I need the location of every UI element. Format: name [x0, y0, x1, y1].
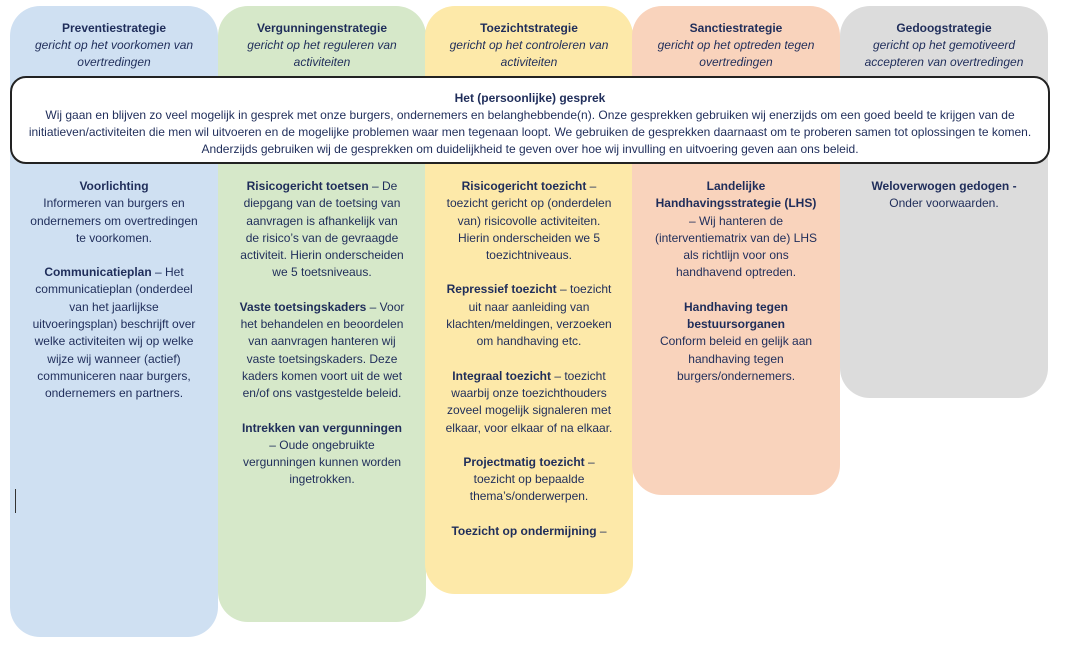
item-title: Projectmatig toezicht — [463, 454, 585, 469]
column-subtitle: gericht op het gemotiveerd accepteren van overtredingen — [864, 38, 1024, 69]
item-risicogericht-toezicht — [445, 178, 613, 264]
item-vaste-toetsingskaders — [238, 299, 406, 403]
item-title: Toezicht op ondermijning — [451, 523, 597, 538]
item-title: Landelijke Handhavingsstrategie (LHS) — [655, 179, 817, 211]
column-header — [840, 20, 1048, 71]
item-text: – toezicht uit naar aanleiding van klachten/meldingen, verzoeken om handhaving etc. — [446, 282, 612, 349]
item-intrekken-vergunningen — [238, 420, 406, 489]
gesprek-banner — [10, 76, 1050, 164]
column-body — [632, 178, 840, 402]
column-body — [425, 178, 633, 557]
column-title: Preventiestrategie — [61, 21, 167, 35]
column-title: Toezichtstrategie — [480, 21, 578, 35]
column-subtitle: gericht op het voorkomen van overtredingen — [34, 38, 194, 69]
item-title: Intrekken van vergunningen — [241, 420, 403, 435]
item-text: – toezicht waarbij onze toezichthouders zoveel mogelijk signaleren met elkaar, voor elkaar of na elkaar. — [445, 368, 613, 435]
column-subtitle: gericht op het optreden tegen overtredingen — [657, 38, 815, 69]
item-title: Voorlichting — [79, 179, 149, 193]
item-repressief-toezicht — [445, 281, 613, 350]
item-risicogericht-toetsen — [238, 178, 406, 282]
item-text: – Wij hanteren de (interventiematrix van de) LHS als richtlijn voor ons handhavend optreden. — [654, 213, 818, 280]
item-text: – Het communicatieplan (onderdeel van het jaarlijkse uitvoeringsplan) beschrijft over welke activiteiten wij op welke wijze wij wanneer (actief) communiceren naar burgers, ondernemers en partners. — [32, 265, 196, 401]
item-title: Integraal toezicht — [452, 368, 551, 383]
column-header — [218, 20, 426, 71]
item-text: – — [596, 523, 607, 538]
item-title: Communicatieplan — [44, 265, 152, 280]
column-body — [10, 178, 218, 420]
item-integraal-toezicht — [445, 368, 613, 437]
item-text: Conform beleid en gelijk aan handhaving tegen burgers/ondernemers. — [659, 334, 813, 383]
item-title: Risicogericht toetsen — [246, 179, 369, 193]
column-body — [218, 178, 426, 506]
item-text: – Oude ongebruikte vergunningen kunnen worden ingetrokken. — [242, 437, 402, 487]
item-title: Vaste toetsingskaders — [239, 299, 367, 314]
item-text: Informeren van burgers en ondernemers om overtredingen te voorkomen. — [30, 196, 198, 245]
column-header — [10, 20, 218, 71]
column-body — [840, 178, 1048, 230]
item-title: Repressief toezicht — [446, 282, 557, 297]
column-title: Gedoogstrategie — [896, 21, 992, 35]
item-title: Handhaving tegen bestuursorganen — [683, 299, 788, 332]
item-title: Risicogericht toezicht — [461, 179, 587, 193]
item-handhaving-bestuursorganen — [652, 299, 820, 385]
item-communicatieplan — [30, 264, 198, 402]
column-gedoogstrategie — [840, 6, 1048, 398]
item-projectmatig-toezicht — [445, 454, 613, 506]
column-title: Vergunningenstrategie — [256, 21, 388, 35]
item-landelijke-handhavingsstrategie — [652, 178, 820, 282]
column-subtitle: gericht op het controleren van activiteiten — [449, 38, 609, 69]
column-title: Sanctiestrategie — [689, 21, 783, 35]
item-voorlichting — [30, 178, 198, 247]
banner-text: Wij gaan en blijven zo veel mogelijk in gesprek met onze burgers, ondernemers en belanghebbende(n). Onze gesprekken gebruiken wij enerzijds om een goed beeld te krijgen van de initiatieven/activiteiten die men wil uitvoeren en de mogelijke problemen waar men tegenaan loopt. We gebruiken de gesprekken daarnaast om te proberen samen tot oplossingen te komen. Anderzijds gebruiken wij de gesprekken om duidelijkheid te geven over hoe wij invulling en uitvoering geven aan ons beleid. — [28, 108, 1032, 156]
item-text: – Voor het behandelen en beoordelen van aanvragen hanteren wij vaste toetsingskaders. Deze kaders komen voort uit de wet en/of ons vastgestelde beleid. — [240, 299, 405, 401]
text-cursor — [15, 489, 16, 513]
column-subtitle: gericht op het reguleren van activiteiten — [247, 38, 397, 69]
item-text: Onder voorwaarden. — [889, 196, 999, 211]
item-text: – toezicht gericht op (onderdelen van) risicovolle activiteiten. Hierin onderscheiden we 5 toezichtniveaus. — [446, 179, 612, 263]
item-text: – De diepgang van de toetsing van aanvragen is afhankelijk van de risico’s van de gevraagde activiteit. Hierin onderscheiden we 5 toetsniveaus. — [240, 179, 404, 280]
column-header — [425, 20, 633, 71]
item-weloverwogen-gedogen — [860, 178, 1028, 213]
item-toezicht-ondermijning — [445, 523, 613, 540]
item-title: Weloverwogen gedogen - — [871, 179, 1017, 193]
banner-title: Het (persoonlijke) gesprek — [454, 91, 606, 105]
column-header — [632, 20, 840, 71]
item-text: – toezicht op bepaalde thema’s/onderwerpen. — [469, 454, 595, 504]
